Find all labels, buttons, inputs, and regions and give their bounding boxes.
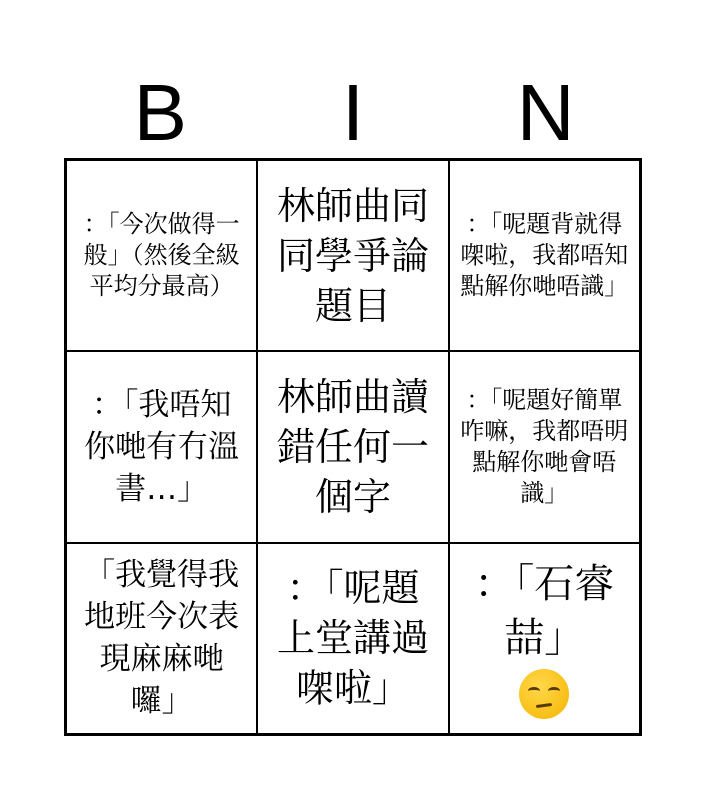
header-letter-b: B xyxy=(133,68,188,157)
cell-text: 林師曲讀錯任何一個字 xyxy=(276,374,429,519)
bingo-header xyxy=(64,68,642,158)
unamused-face-icon xyxy=(519,669,569,719)
bingo-cell-9[interactable] xyxy=(449,543,640,734)
cell-text: 林師曲同同學爭論題目 xyxy=(276,183,429,328)
cell-text: ：「呢題好簡單咋嘛，我都唔明點解你哋會唔識」 xyxy=(460,385,629,507)
header-letter-n: N xyxy=(516,68,575,157)
cell-text: 「我覺得我地班今次表現麻麻哋囉」 xyxy=(84,557,240,720)
bingo-cell-4[interactable] xyxy=(66,351,257,542)
header-letter-i: I xyxy=(341,68,365,157)
bingo-cell-6[interactable] xyxy=(449,351,640,542)
cell-content xyxy=(460,557,629,719)
bingo-cell-2[interactable] xyxy=(257,160,448,351)
bingo-cell-7[interactable] xyxy=(66,543,257,734)
cell-text: ：「我唔知你哋有冇溫書…」 xyxy=(84,386,240,507)
bingo-cell-3[interactable] xyxy=(449,160,640,351)
bingo-cell-5[interactable] xyxy=(257,351,448,542)
bingo-cell-8[interactable] xyxy=(257,543,448,734)
cell-text: ：「今次做得一般」（然後全級平均分最高） xyxy=(83,210,240,301)
cell-text: ：「呢題背就得㗎啦，我都唔知點解你哋唔識」 xyxy=(460,210,629,301)
bingo-grid xyxy=(64,158,642,736)
cell-text: ：「石睿喆」 xyxy=(474,561,615,662)
bingo-cell-1[interactable] xyxy=(66,160,257,351)
cell-text: ：「呢題上堂講過㗎啦」 xyxy=(276,566,429,711)
